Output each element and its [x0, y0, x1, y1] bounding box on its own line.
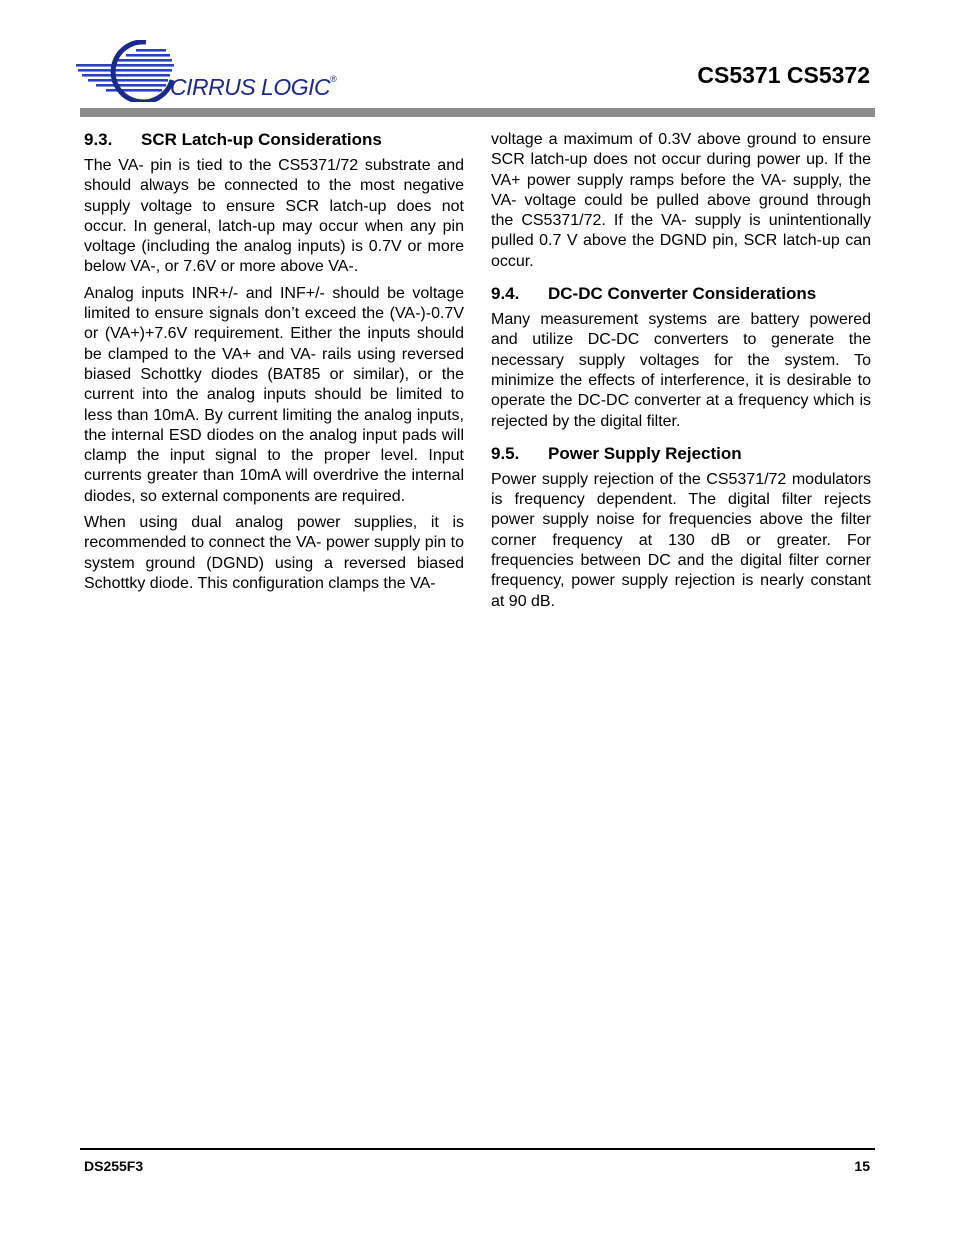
section-9-3-heading	[84, 130, 464, 150]
section-number: 9.4.	[491, 284, 520, 304]
section-title: SCR Latch-up Considerations	[141, 130, 382, 149]
paragraph: The VA- pin is tied to the CS5371/72 substrate and should always be connected to the most negative supply voltage to ensure SCR latch-up does not occur. In general, latch-up may occur when any pin voltage (including the analog inputs) is 0.7V or more below VA-, or 7.6V or more above VA-.	[84, 157, 464, 276]
paragraph: Power supply rejection of the CS5371/72 modulators is frequency dependent. The digital filter rejects power supply noise for frequencies above the filter corner frequency at 130 dB or greater. For frequencies between DC and the digital filter corner frequency, power supply rejection is nearly constant at 90 dB.	[491, 470, 871, 610]
cirrus-logo-icon	[76, 40, 176, 102]
page-number: 15	[854, 1158, 870, 1174]
logo-wordmark: CIRRUS LOGIC®	[170, 74, 337, 100]
paragraph-continuation: voltage a maximum of 0.3V above ground to ensure SCR latch-up does not occur during power up. If the VA+ power supply ramps before the VA- supply, the VA- voltage could be pulled above ground through the CS5371/72. If the VA- supply is unintentionally pulled 0.7 V above the DGND pin, SCR latch-up can occur.	[491, 131, 871, 270]
section-number: 9.5.	[491, 443, 520, 463]
paragraph: Analog inputs INR+/- and INF+/- should be voltage limited to ensure signals don’t exceed the (VA-)-0.7V or (VA+)+7.6V requirement. Either the inputs should be clamped to the VA+ and VA- rails using reversed biased Schottky diodes (BAT85 or similar), or the current into the analog inputs should be limited to less than 10mA. By current limiting the analog inputs, the internal ESD diodes on the analog input pads will clamp the input signal to the proper level. Input currents greater than 10mA will overdrive the internal diodes, so external components are required.	[84, 284, 464, 505]
left-column	[84, 130, 464, 600]
document-title: CS5371 CS5372	[697, 62, 870, 88]
section-title: Power Supply Rejection	[548, 443, 742, 463]
paragraph: When using dual analog power supplies, it is recommended to connect the VA- power supply pin to system ground (DGND) using a reversed biased Schottky diode. This configuration clamps the VA-	[84, 514, 464, 592]
paragraph: Many measurement systems are battery powered and utilize DC-DC converters to generate the necessary supply voltages for the system. To minimize the effects of interference, it is desirable to operate the DC-DC converter at a frequency which is rejected by the digital filter.	[491, 311, 871, 430]
header-divider	[80, 108, 875, 117]
document-id: DS255F3	[84, 1158, 144, 1174]
section-9-5-heading	[491, 444, 871, 464]
right-column	[491, 130, 871, 618]
section-number: 9.3.	[84, 130, 113, 149]
section-9-4-heading	[491, 284, 871, 304]
section-title: DC-DC Converter Considerations	[548, 284, 817, 304]
cirrus-logic-logo	[76, 40, 336, 102]
footer-divider	[80, 1148, 875, 1150]
